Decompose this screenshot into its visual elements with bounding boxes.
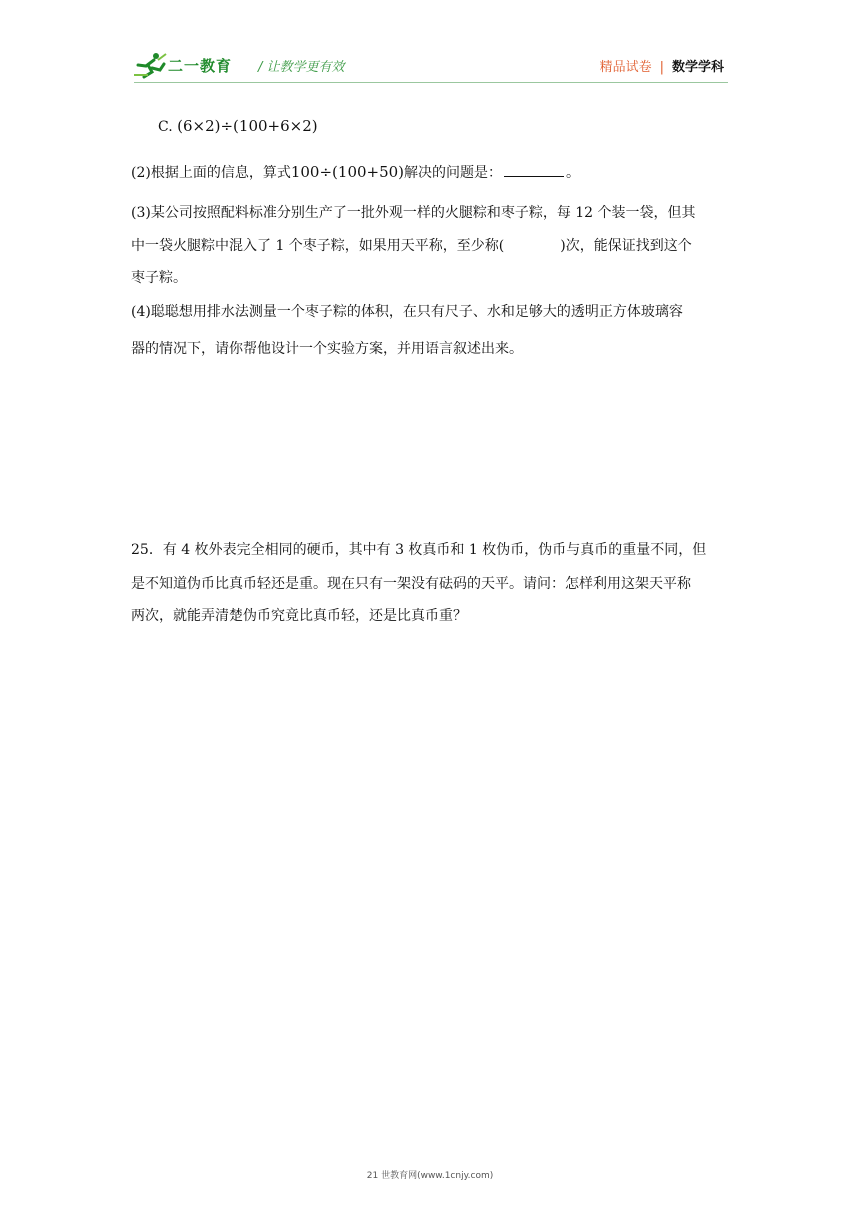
q3-line-2a: 中一袋火腿粽中混入了 1 个枣子粽，如果用天平称，至少称( — [131, 238, 505, 254]
q25-line-2: 是不知道伪币比真币轻还是重。现在只有一架没有砝码的天平。请问：怎样利用这架天平称 — [131, 576, 691, 592]
q3-line-1: (3)某公司按照配料标准分别生产了一批外观一样的火腿粽和枣子粽，每 12 个装一袋，但其 — [131, 205, 696, 221]
page-header — [0, 0, 860, 90]
q4-line-2: 器的情况下，请你帮他设计一个实验方案，并用语言叙述出来。 — [131, 341, 523, 357]
running-man-logo-icon — [134, 50, 168, 80]
q2-text-end: 解决的问题是： — [404, 165, 503, 181]
q2-expression: 100÷(100+50) — [290, 163, 405, 181]
subject-label: 数学学科 — [671, 60, 724, 75]
q3-line-2 — [131, 236, 731, 256]
question-2 — [131, 162, 731, 183]
q2-end-mark: 。 — [566, 165, 581, 181]
q25-line-3: 两次，就能弄清楚伪币究竟比真币轻，还是比真币重？ — [131, 608, 467, 624]
q3-line-3: 枣子粽。 — [131, 270, 187, 286]
logo-text: 二一教育 — [168, 57, 233, 75]
logo — [134, 50, 244, 80]
option-c — [158, 116, 758, 137]
header-separator: | — [659, 60, 664, 75]
q25-line-1: 25．有 4 枚外表完全相同的硬币，其中有 3 枚真币和 1 枚伪币，伪币与真币的重量不同，但 — [131, 542, 707, 558]
q4-line-1: (4)聪聪想用排水法测量一个枣子粽的体积，在只有尺子、水和足够大的透明正方体玻璃容 — [131, 304, 683, 320]
header-divider — [134, 82, 728, 83]
q2-text: (2)根据上面的信息，算式 — [131, 165, 291, 181]
option-c-expression: (6×2)÷(100+6×2) — [177, 117, 318, 135]
q2-answer-blank[interactable] — [504, 162, 564, 177]
header-right — [600, 56, 724, 75]
page-footer: 21 世教育网(www.1cnjy.com) — [366, 1171, 494, 1181]
option-c-label: C. — [158, 119, 173, 135]
slogan: / 让教学更有效 — [258, 60, 345, 75]
q3-line-2b: )次，能保证找到这个 — [560, 238, 692, 254]
exam-tag: 精品试卷 — [599, 60, 652, 75]
